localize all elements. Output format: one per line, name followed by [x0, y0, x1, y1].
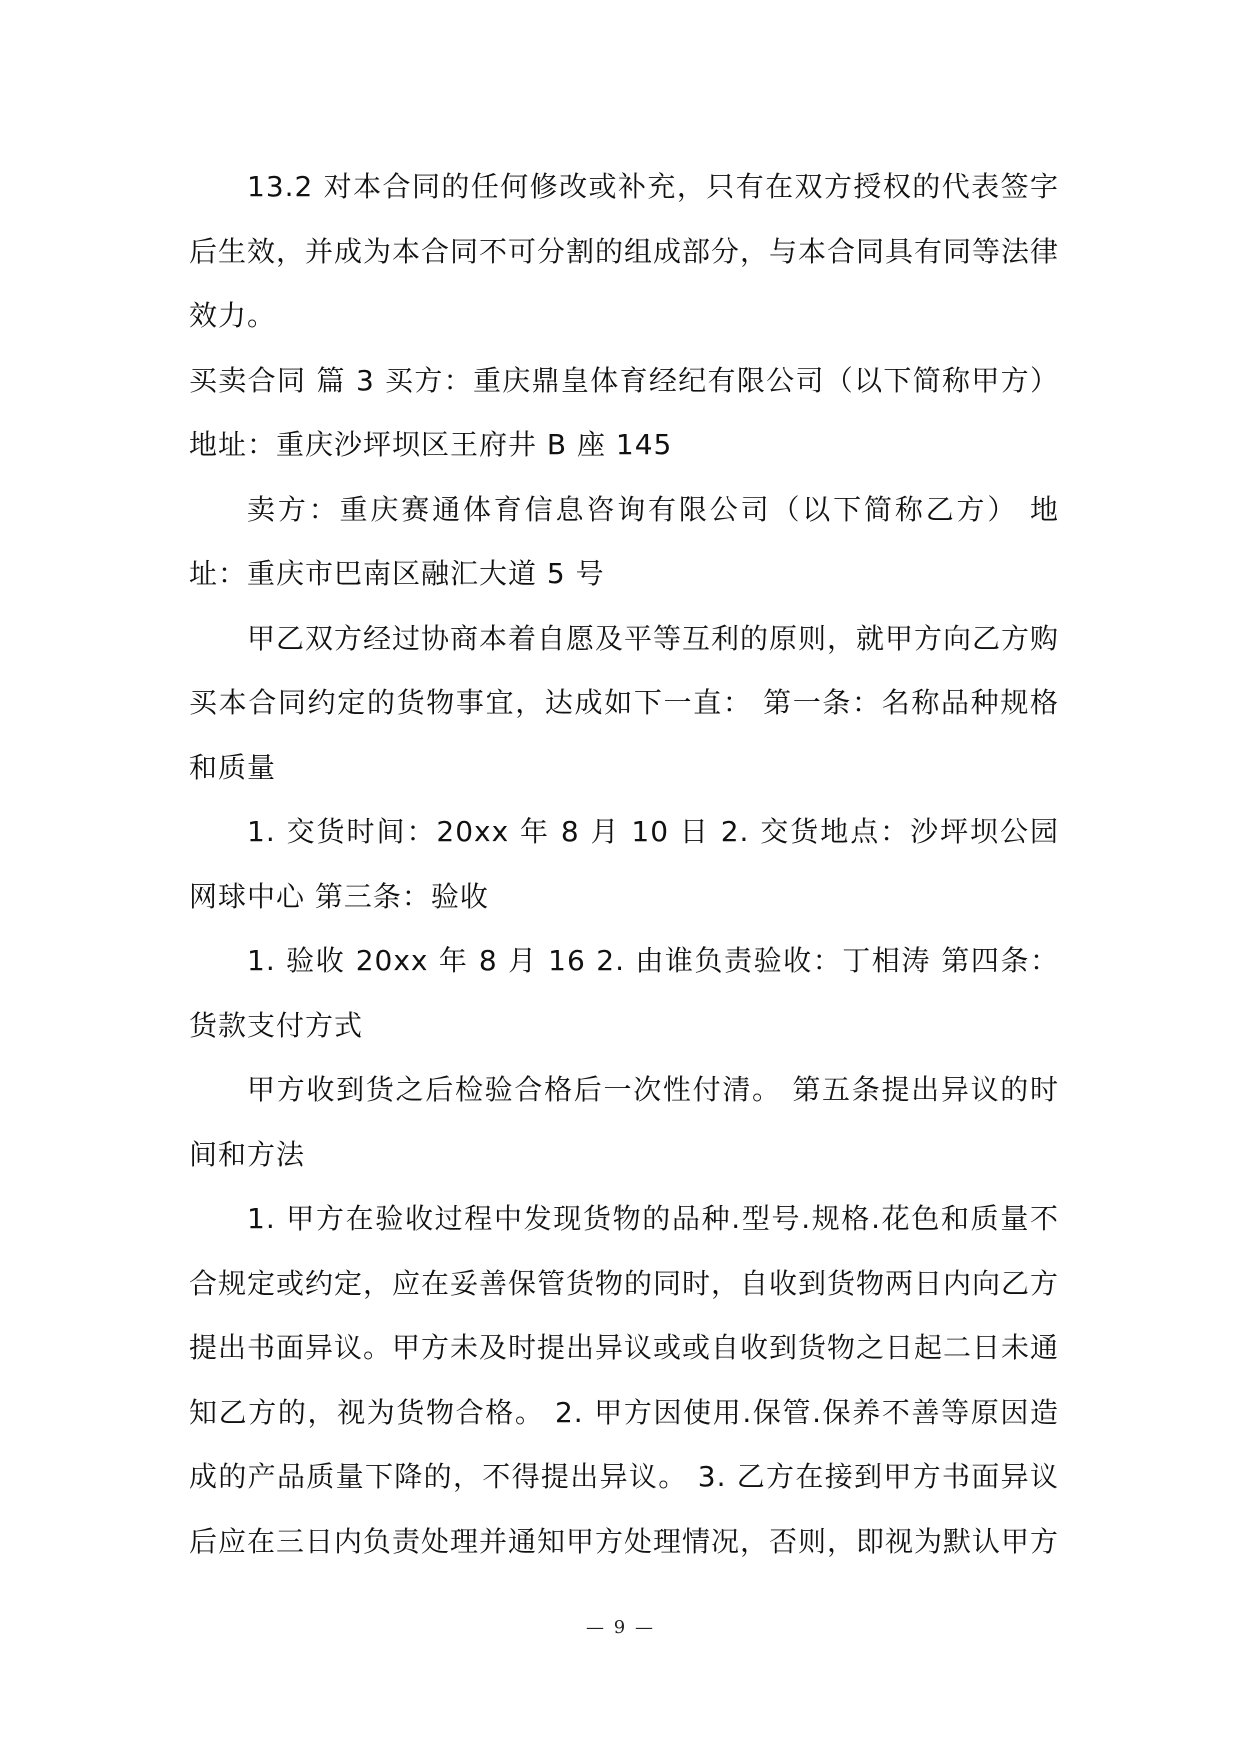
paragraph-agreement-intro: 甲乙双方经过协商本着自愿及平等互利的原则，就甲方向乙方购买本合同约定的货物事宜，达成如下一直： 第一条：名称品种规格和质量 [189, 621, 1060, 784]
paragraph-contract-buyer: 买卖合同 篇 3 买方：重庆鼎皇体育经纪有限公司（以下简称甲方） 地址：重庆沙坪坝区王府井 B 座 145 [189, 363, 1059, 461]
paragraph-amendment-clause: 13.2 对本合同的任何修改或补充，只有在双方授权的代表签字后生效，并成为本合同不可分割的组成部分，与本合同具有同等法律效力。 [189, 170, 1060, 332]
paragraph-seller: 卖方：重庆赛通体育信息咨询有限公司（以下简称乙方） 地址：重庆市巴南区融汇大道 5 号 [189, 492, 1059, 590]
page-number: — 9 — [586, 1617, 655, 1638]
paragraph-delivery: 1. 交货时间：20xx 年 8 月 10 日 2. 交货地点：沙坪坝公园网球中心 第三条：验收 [189, 815, 1059, 913]
paragraph-acceptance: 1. 验收 20xx 年 8 月 16 2. 由谁负责验收：丁相涛 第四条：货款支付方式 [189, 944, 1059, 1042]
paragraph-objections: 1. 甲方在验收过程中发现货物的品种.型号.规格.花色和质量不合规定或约定，应在妥善保管货物的同时，自收到货物两日内向乙方提出书面异议。甲方未及时提出异议或或自收到货物之日起二日未通知乙方的，视为货物合格。 2. 甲方因使用.保管.保养不善等原因造成的产品质量下降的，不得提出异议。 3. 乙方在接到甲方书面异议后应在三日内负责处理并通知甲方处理情况，否则，即视为默认甲方 [189, 1202, 1060, 1558]
document-body [189, 155, 1059, 1574]
paragraph-payment: 甲方收到货之后检验合格后一次性付清。 第五条提出异议的时间和方法 [189, 1073, 1059, 1171]
